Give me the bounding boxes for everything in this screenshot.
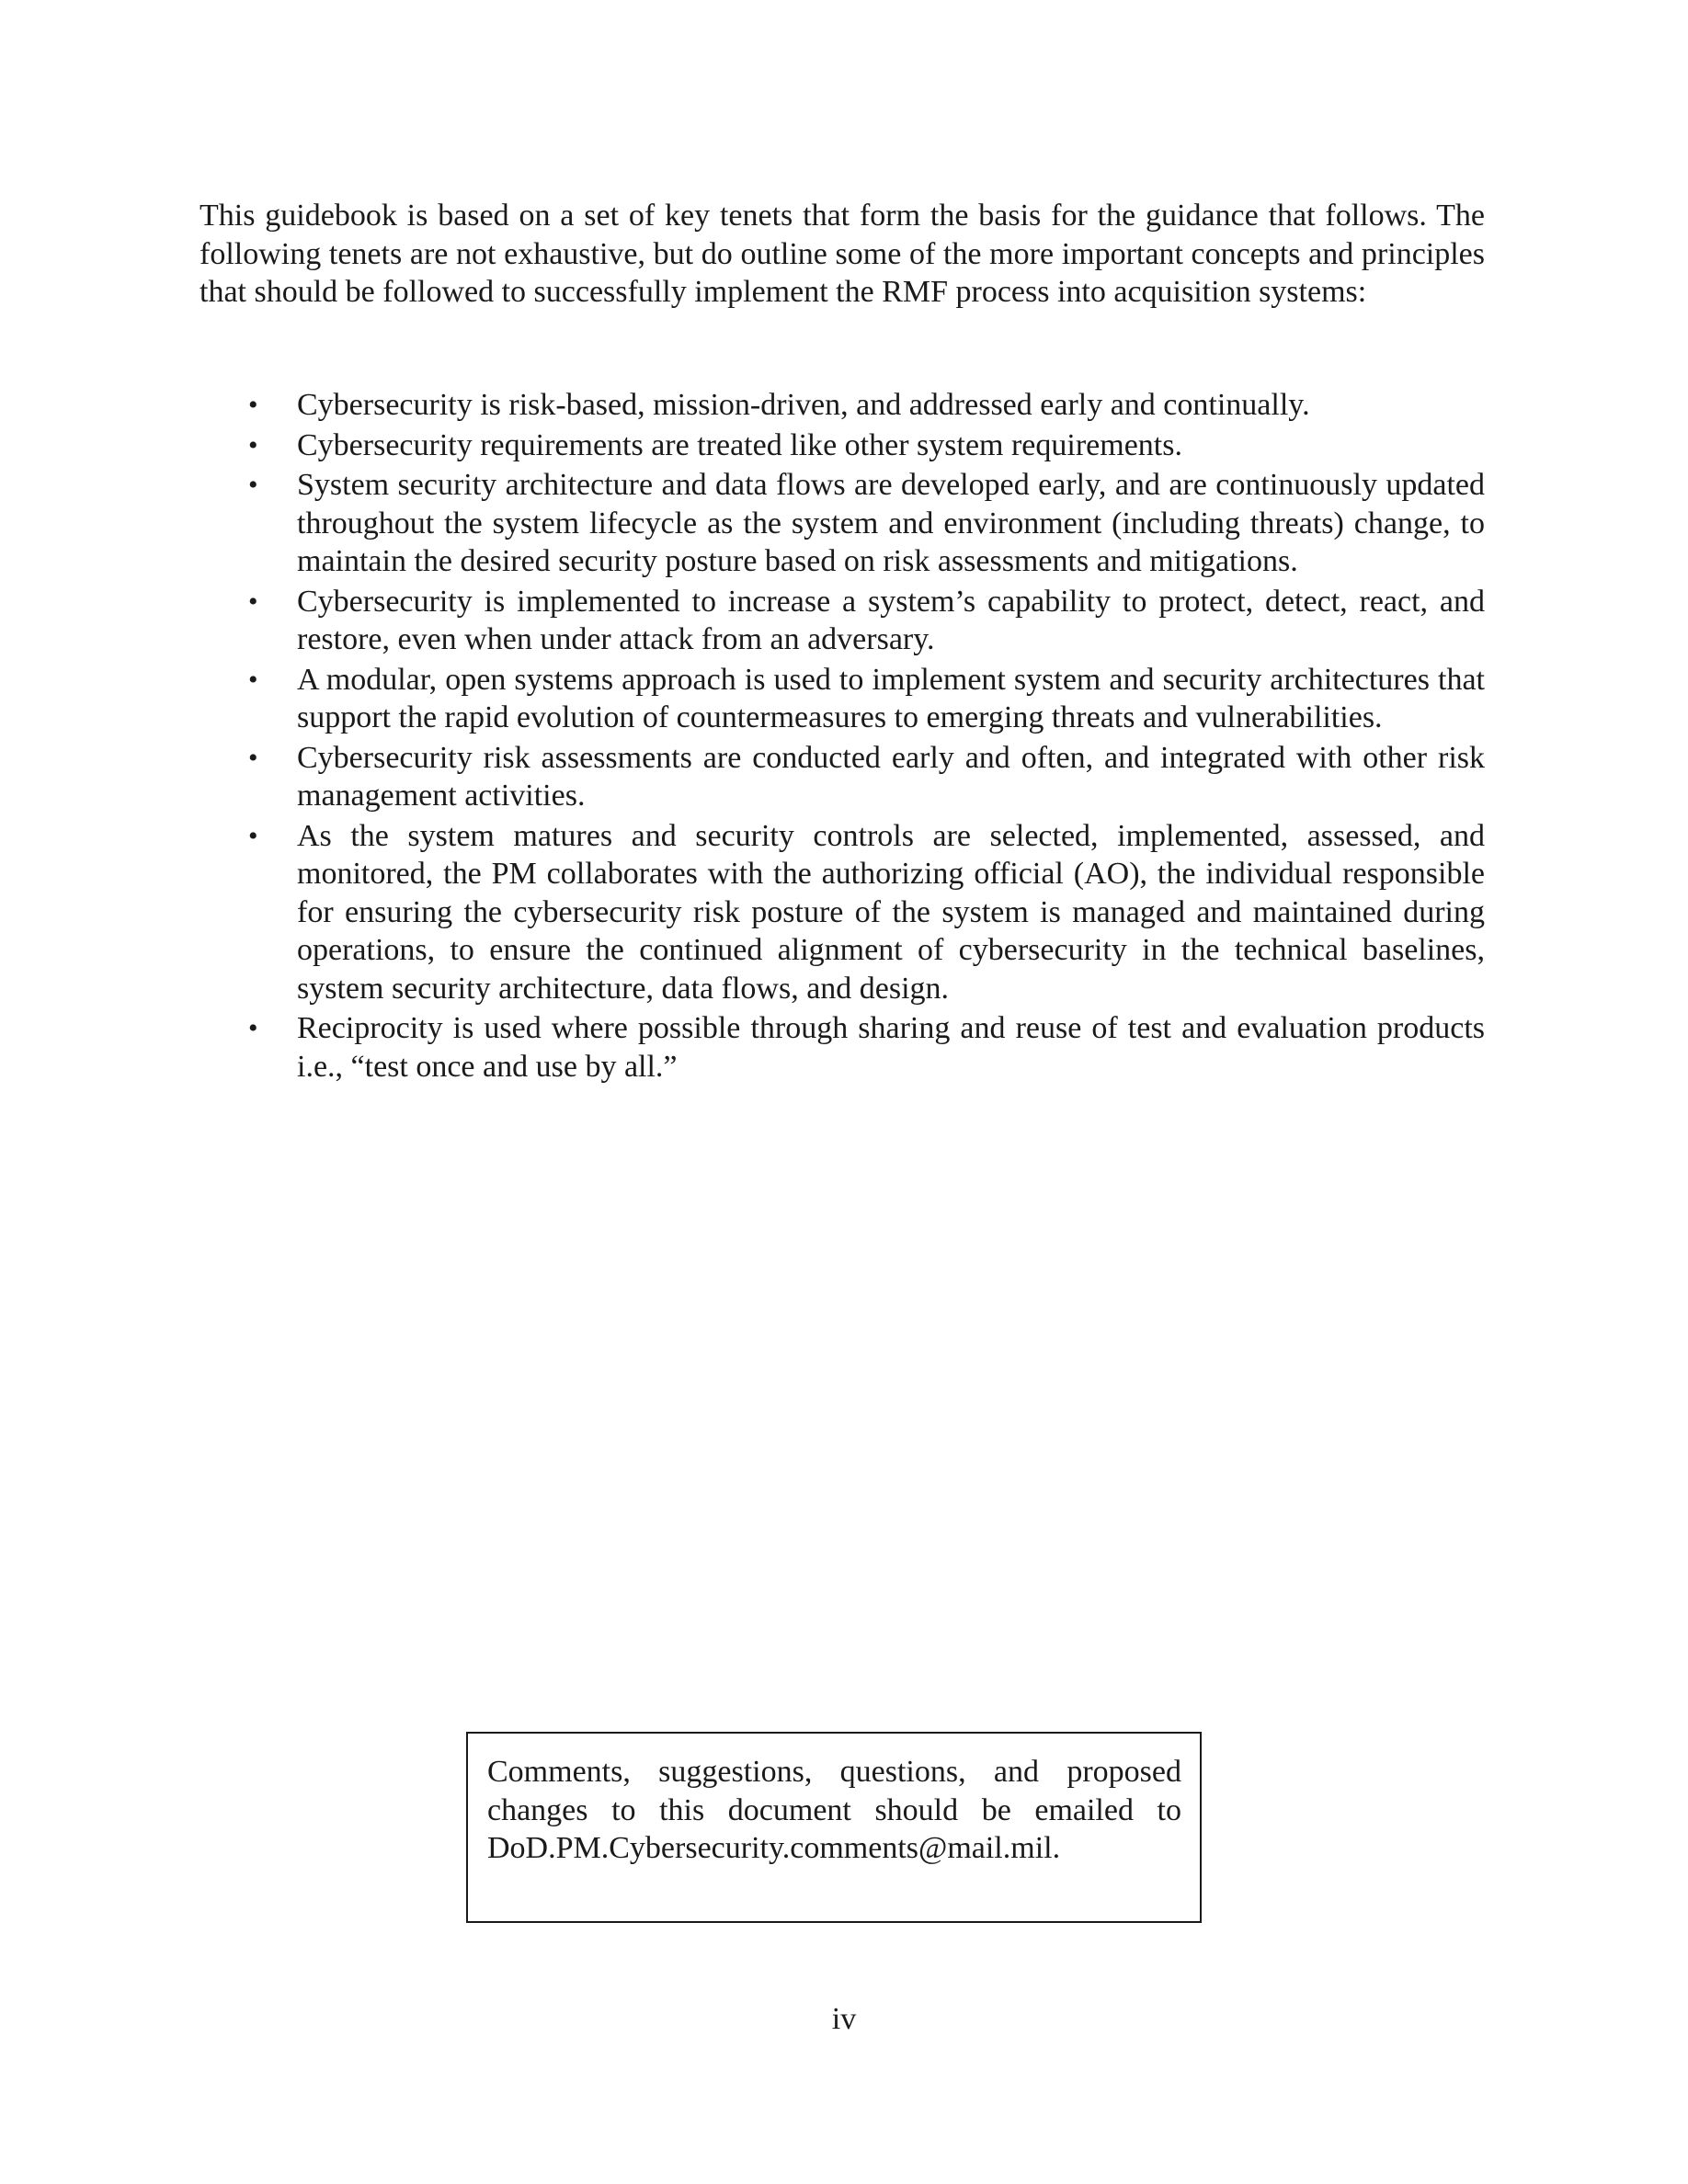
tenet-item <box>200 1009 1485 1086</box>
bullet-icon: • <box>248 429 258 461</box>
tenet-item <box>200 583 1485 659</box>
comments-notice-box <box>466 1732 1202 1923</box>
tenet-text: A modular, open systems approach is used to implement system and security architectures that support the rapid evolution of countermeasures to emerging threats and vulnerabilities. <box>297 662 1485 734</box>
tenet-text: Cybersecurity requirements are treated like other system requirements. <box>297 427 1182 462</box>
tenet-text: Cybersecurity is implemented to increase a system’s capability to protect, detect, react, and restore, even when under attack from an adversary. <box>297 584 1485 656</box>
tenet-item <box>200 817 1485 1008</box>
intro-paragraph: This guidebook is based on a set of key tenets that form the basis for the guidance that follows. The following tenets are not exhaustive, but do outline some of the more important concepts and principles that should be followed to successfully implement the RMF process into acquisition systems: <box>200 199 1485 309</box>
bullet-icon: • <box>248 1013 258 1043</box>
bullet-icon: • <box>248 470 258 500</box>
bullet-icon: • <box>248 390 258 420</box>
tenet-text: Reciprocity is used where possible through sharing and reuse of test and evaluation products i.e., “test once and use by all.” <box>297 1011 1485 1084</box>
bullet-icon: • <box>248 664 258 695</box>
tenet-item <box>200 386 1485 425</box>
tenet-item <box>200 739 1485 815</box>
tenet-text: Cybersecurity is risk-based, mission-driven, and addressed early and continually. <box>297 388 1310 422</box>
bullet-icon: • <box>248 742 258 773</box>
tenet-item <box>200 466 1485 581</box>
tenet-text: System security architecture and data flows are developed early, and are continuously updated throughout the system lifecycle as the system and environment (including threats) change, to maintain the desired security posture based on risk assessments and mitigations. <box>297 468 1485 578</box>
tenet-item <box>200 661 1485 737</box>
bullet-icon: • <box>248 820 258 851</box>
tenet-item <box>200 427 1485 465</box>
tenet-text: Cybersecurity risk assessments are conducted early and often, and integrated with other risk management activities. <box>297 740 1485 813</box>
tenets-list <box>200 386 1485 1087</box>
page-number: iv <box>831 2002 857 2036</box>
bullet-icon: • <box>248 586 258 617</box>
comments-notice-text: Comments, suggestions, questions, and proposed changes to this document should be emailed to DoD.PM.Cybersecurity.comments@mail.mil. <box>487 1755 1181 1865</box>
tenet-text: As the system matures and security controls are selected, implemented, assessed, and monitored, the PM collaborates with the authorizing official (AO), the individual responsible for ensuring the cybersecurity risk posture of the system is managed and maintained during operations, to ensure the continued alignment of cybersecurity in the technical baselines, system security architecture, data flows, and design. <box>297 818 1485 1006</box>
